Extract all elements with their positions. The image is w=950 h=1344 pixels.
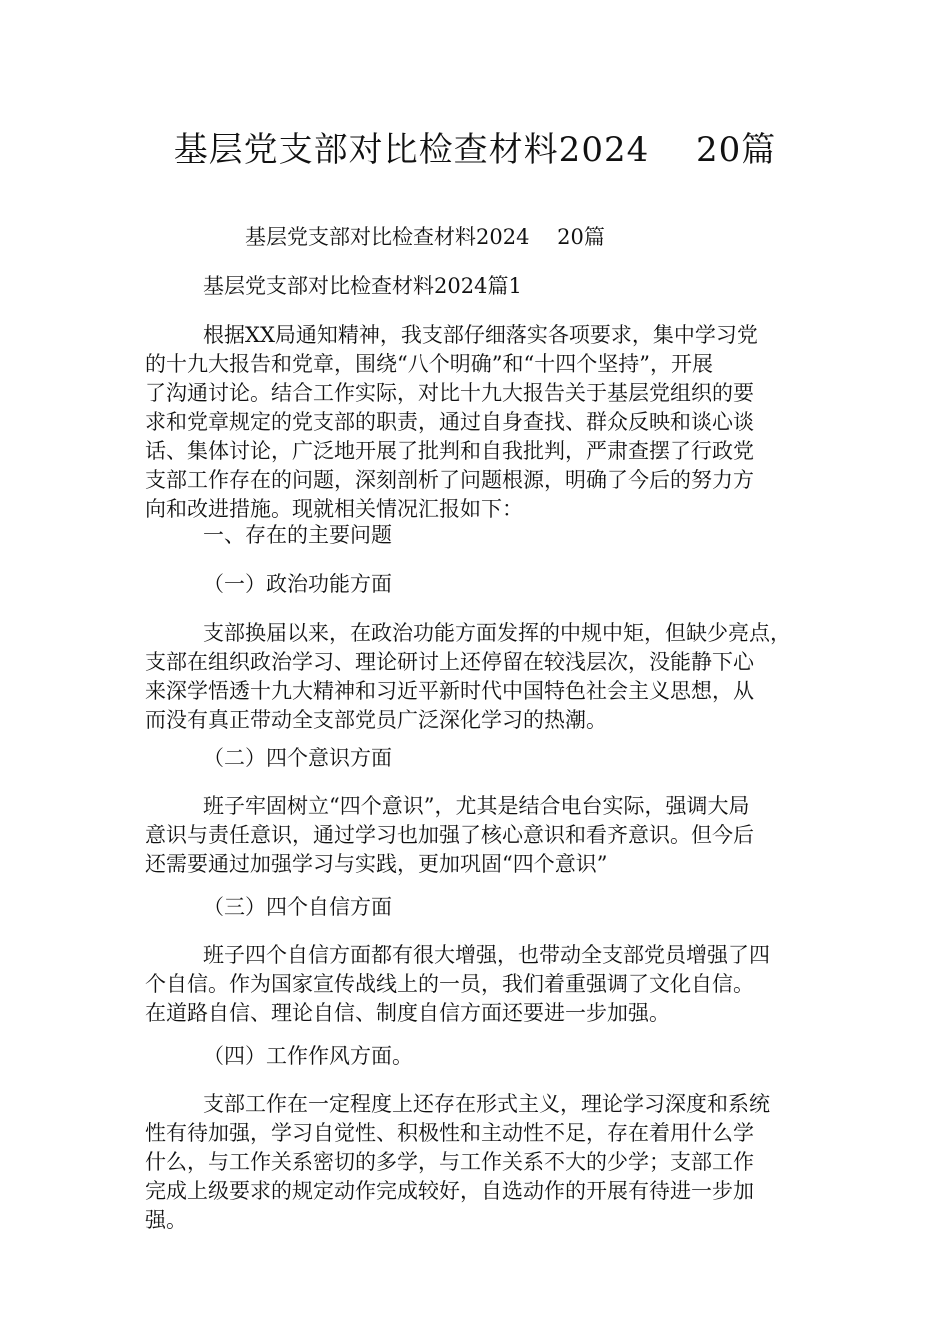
paragraph-line: 求和党章规定的党支部的职责，通过自身查找、群众反映和谈心谈: [145, 410, 754, 434]
paragraph-line: 而没有真正带动全支部党员广泛深化学习的热潮。: [145, 708, 607, 732]
paragraph-line: 个自信。作为国家宣传战线上的一员，我们着重强调了文化自信。: [145, 972, 754, 996]
sub4-heading: （四）工作作风方面。: [203, 1044, 413, 1068]
intro-paragraph: [145, 321, 825, 524]
document-subtitle: 基层党支部对比检查材料2024 20篇: [245, 225, 605, 249]
paragraph-line: 根据XX局通知精神，我支部仔细落实各项要求，集中学习党: [203, 323, 758, 347]
paragraph-line: 的十九大报告和党章，围绕“八个明确”和“十四个坚持”，开展: [145, 352, 713, 376]
section-label: 基层党支部对比检查材料2024篇1: [203, 274, 522, 298]
paragraph-line: 话、集体讨论，广泛地开展了批判和自我批判，严肃查摆了行政党: [145, 439, 754, 463]
paragraph-line: 意识与责任意识，通过学习也加强了核心意识和看齐意识。但今后: [145, 823, 754, 847]
paragraph-line: 完成上级要求的规定动作完成较好，自选动作的开展有待进一步加: [145, 1179, 754, 1203]
paragraph-line: 向和改进措施。现就相关情况汇报如下：: [145, 497, 523, 521]
paragraph-line: 支部换届以来，在政治功能方面发挥的中规中矩，但缺少亮点，: [203, 621, 791, 645]
sub3-heading: （三）四个自信方面: [203, 895, 392, 919]
paragraph-line: 强。: [145, 1208, 187, 1232]
sub1-heading: （一）政治功能方面: [203, 572, 392, 596]
paragraph-line: 还需要通过加强学习与实践，更加巩固“四个意识”: [145, 852, 608, 876]
paragraph-line: 什么，与工作关系密切的多学，与工作关系不大的少学；支部工作: [145, 1150, 754, 1174]
sub2-paragraph: [145, 792, 825, 879]
sub4-paragraph: [145, 1090, 825, 1235]
sub3-paragraph: [145, 941, 825, 1028]
paragraph-line: 来深学悟透十九大精神和习近平新时代中国特色社会主义思想，从: [145, 679, 754, 703]
paragraph-line: 班子牢固树立“四个意识”，尤其是结合电台实际，强调大局: [203, 794, 750, 818]
paragraph-line: 班子四个自信方面都有很大增强，也带动全支部党员增强了四: [203, 943, 770, 967]
paragraph-line: 了沟通讨论。结合工作实际，对比十九大报告关于基层党组织的要: [145, 381, 754, 405]
part1-heading: 一、存在的主要问题: [203, 523, 392, 547]
sub1-paragraph: [145, 619, 825, 735]
sub2-heading: （二）四个意识方面: [203, 746, 392, 770]
paragraph-line: 支部工作在一定程度上还存在形式主义，理论学习深度和系统: [203, 1092, 770, 1116]
paragraph-line: 在道路自信、理论自信、制度自信方面还要进一步加强。: [145, 1001, 670, 1025]
document-title: 基层党支部对比检查材料2024 20篇: [173, 130, 777, 170]
paragraph-line: 性有待加强，学习自觉性、积极性和主动性不足，存在着用什么学: [145, 1121, 754, 1145]
paragraph-line: 支部在组织政治学习、理论研讨上还停留在较浅层次，没能静下心: [145, 650, 754, 674]
paragraph-line: 支部工作存在的问题，深刻剖析了问题根源，明确了今后的努力方: [145, 468, 754, 492]
